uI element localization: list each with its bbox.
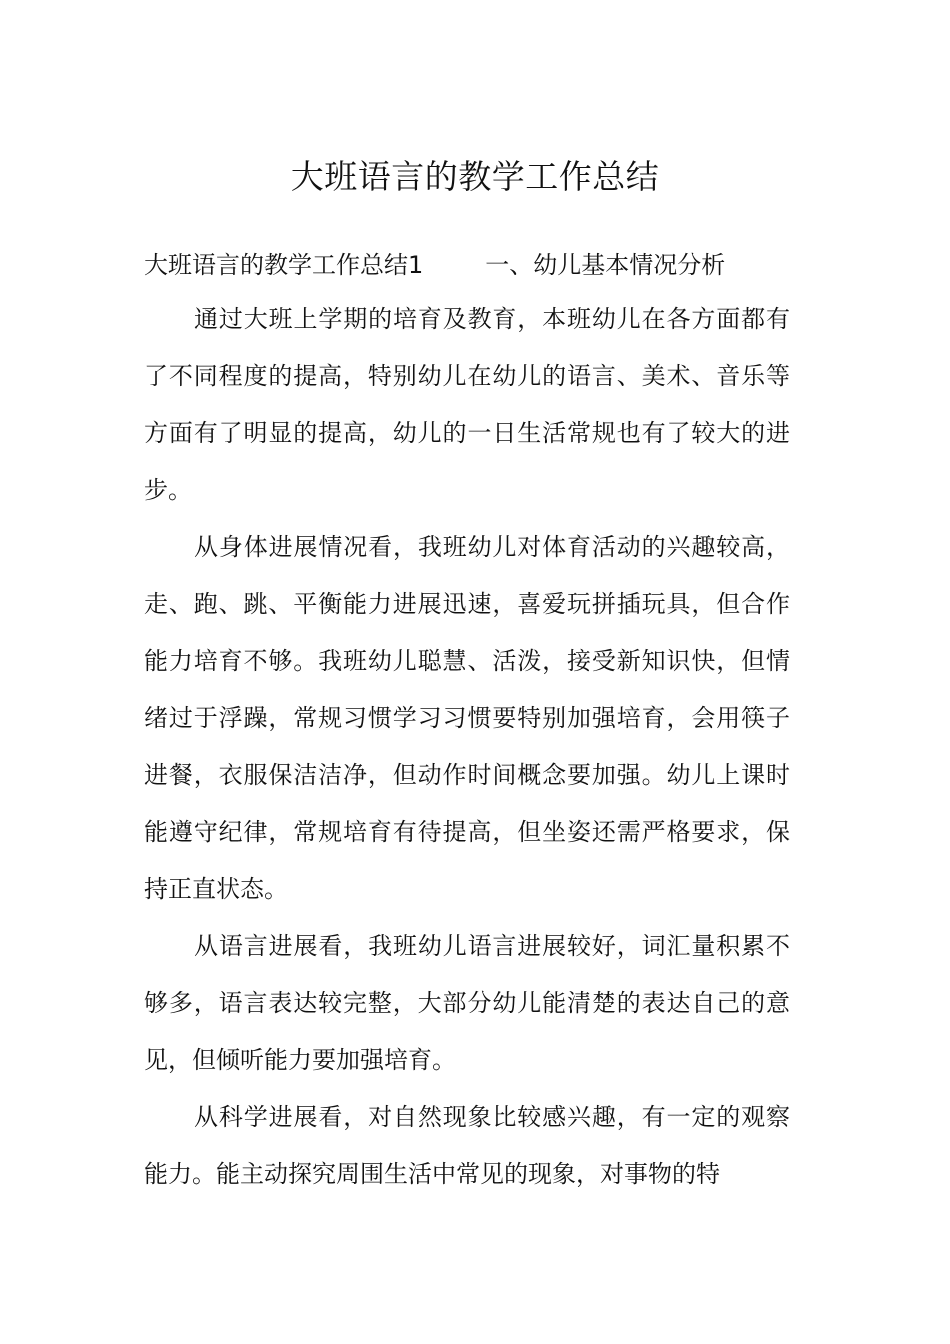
paragraph-physical: 从身体进展情况看，我班幼儿对体育活动的兴趣较高，走、跑、跳、平衡能力进展迅速，喜爱玩拼插玩具，但合作能力培育不够。我班幼儿聪慧、活泼，接受新知识快，但情绪过于浮躁，常规习惯学习习惯要特别加强培育，会用筷子进餐，衣服保洁洁净，但动作时间概念要加强。幼儿上课时能遵守纪律，常规培育有待提高，但坐姿还需严格要求，保持正直状态。	[144, 533, 790, 903]
section-heading: 一、幼儿基本情况分析	[485, 251, 726, 279]
paragraph-overview: 通过大班上学期的培育及教育，本班幼儿在各方面都有了不同程度的提高，特别幼儿在幼儿的语言、美术、音乐等方面有了明显的提高，幼儿的一日生活常规也有了较大的进步。	[144, 305, 790, 504]
document-title: 大班语言的教学工作总结	[290, 157, 660, 196]
paragraph-language: 从语言进展看，我班幼儿语言进展较好，词汇量积累不够多，语言表达较完整，大部分幼儿能清楚的表达自己的意见，但倾听能力要加强培育。	[144, 932, 790, 1074]
paragraph-science: 从科学进展看，对自然现象比较感兴趣，有一定的观察能力。能主动探究周围生活中常见的现象，对事物的特	[144, 1103, 790, 1188]
heading-line	[144, 239, 790, 291]
document-body	[144, 239, 790, 1203]
subheading: 大班语言的教学工作总结1	[144, 251, 424, 279]
